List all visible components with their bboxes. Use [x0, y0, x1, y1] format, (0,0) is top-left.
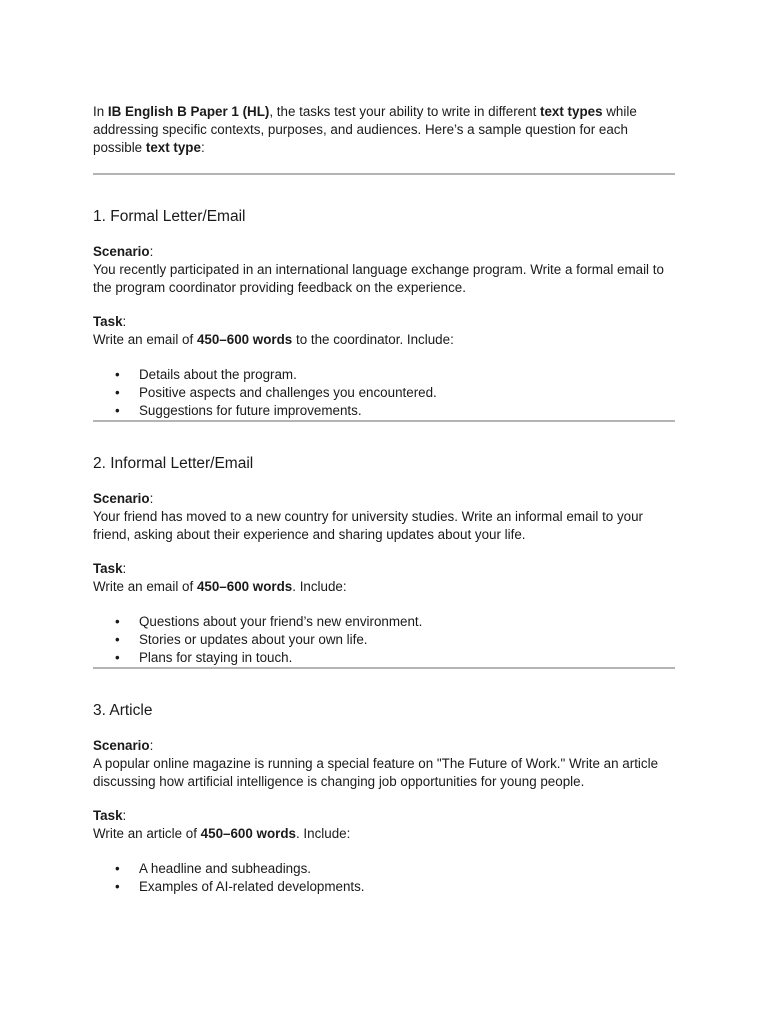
task-label: Task:: [93, 808, 127, 823]
list-item: • Examples of AI-related developments.: [115, 879, 365, 894]
task-text: Write an email of 450–600 words to the coordinator. Include:: [93, 332, 454, 347]
bullet-list: [93, 860, 675, 896]
list-item: • Stories or updates about your own life.: [115, 632, 368, 647]
bullet-list: [93, 613, 675, 667]
scenario-text: Your friend has moved to a new country for university studies. Write an informal email to your friend, asking about their experience and sharing updates about your life.: [93, 509, 644, 542]
bullet-icon: •: [115, 650, 120, 665]
horizontal-rule: [93, 420, 675, 422]
section-heading: 2. Informal Letter/Email: [93, 455, 254, 472]
task-label: Task:: [93, 561, 127, 576]
section-formal-letter: [93, 207, 675, 420]
intro-text: , the tasks test your ability to write in different: [269, 104, 541, 119]
list-item: • A headline and subheadings.: [115, 861, 311, 876]
intro-paragraph: [93, 103, 675, 157]
bullet-icon: •: [115, 385, 120, 400]
task-text: Write an email of 450–600 words. Include:: [93, 579, 347, 594]
section-heading: 1. Formal Letter/Email: [93, 208, 246, 225]
intro-bold-text-types: text types: [540, 104, 603, 119]
bullet-icon: •: [115, 861, 120, 876]
scenario-text: A popular online magazine is running a special feature on "The Future of Work." Write an article discussing how artificial intelligence is changing job opportunities for young people.: [93, 756, 659, 789]
task-label: Task:: [93, 314, 127, 329]
list-item: • Suggestions for future improvements.: [115, 403, 362, 418]
bullet-icon: •: [115, 614, 120, 629]
intro-bold-text-type: text type: [145, 140, 201, 155]
horizontal-rule: [93, 173, 675, 175]
task-text: Write an article of 450–600 words. Include:: [93, 826, 351, 841]
section-article: [93, 701, 675, 896]
bullet-icon: •: [115, 879, 120, 894]
section-heading: 3. Article: [93, 702, 153, 719]
intro-text: In: [93, 104, 108, 119]
section-informal-letter: [93, 454, 675, 667]
intro-bold-exam: IB English B Paper 1 (HL): [107, 104, 270, 119]
scenario-label: Scenario:: [93, 491, 154, 506]
list-item: • Positive aspects and challenges you encountered.: [115, 385, 437, 400]
bullet-list: [93, 366, 675, 420]
scenario-text: You recently participated in an international language exchange program. Write a formal email to the program coordinator providing feedback on the experience.: [93, 262, 664, 295]
list-item: • Questions about your friend’s new environment.: [115, 614, 423, 629]
list-item: • Plans for staying in touch.: [115, 650, 293, 665]
bullet-icon: •: [115, 632, 120, 647]
bullet-icon: •: [115, 403, 120, 418]
list-item: • Details about the program.: [115, 367, 297, 382]
intro-text: :: [200, 140, 205, 155]
scenario-label: Scenario:: [93, 738, 154, 753]
horizontal-rule: [93, 667, 675, 669]
document-body: [93, 103, 675, 896]
bullet-icon: •: [115, 367, 120, 382]
scenario-label: Scenario:: [93, 244, 154, 259]
intro-text: while addressing specific contexts, purposes, and audiences. Here’s a sample question for each possible: [93, 104, 637, 155]
